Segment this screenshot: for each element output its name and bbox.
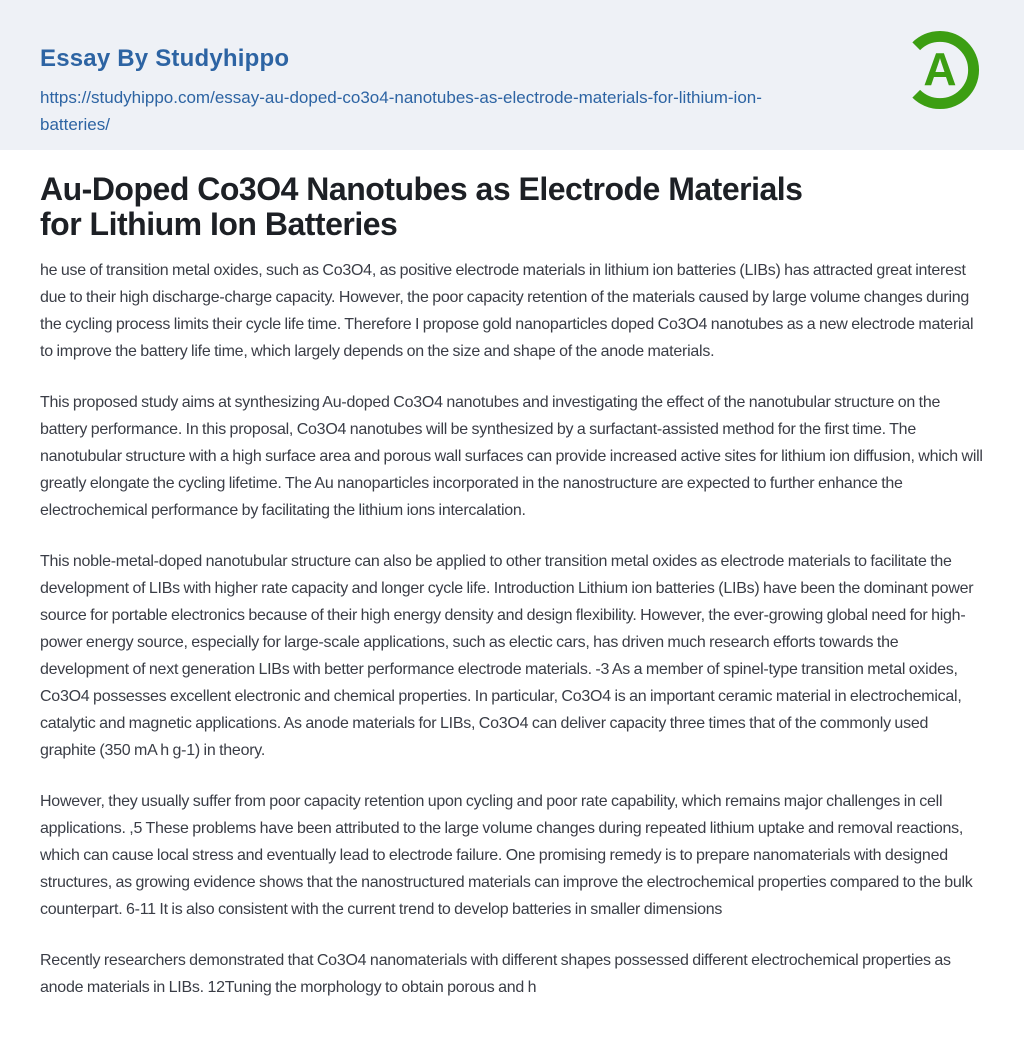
essay-paragraph: However, they usually suffer from poor capacity retention upon cycling and poor rate capability, which remains major challenges in cell applications. ,5 These problems have been attributed to the large volume changes during repeated lithium uptake and removal reactions, which can cause local stress and eventually lead to electrode failure. One promising remedy is to prepare nanomaterials with designed structures, as growing evidence shows that the nanostructured materials can improve the electrochemical properties compared to the bulk counterpart. 6-11 It is also consistent with the current trend to develop batteries in smaller dimensions	[40, 793, 973, 918]
essay-paragraph: he use of transition metal oxides, such as Co3O4, as positive electrode materials in lithium ion batteries (LIBs) has attracted great interest due to their high discharge-charge capacity. However, the poor capacity retention of the materials caused by large volume changes during the cycling process limits their cycle life time. Therefore I propose gold nanoparticles doped Co3O4 nanotubes as a new electrode material to improve the battery life time, which largely depends on the size and shape of the anode materials.	[40, 262, 974, 360]
logo-letter: A	[923, 43, 957, 95]
essay-paragraph: Recently researchers demonstrated that Co3O4 nanomaterials with different shapes possessed different electrochemical properties as anode materials in LIBs. 12Tuning the morphology to obtain porous and h	[40, 952, 951, 996]
essay-paragraph: This proposed study aims at synthesizing Au-doped Co3O4 nanotubes and investigating the effect of the nanotubular structure on the battery performance. In this proposal, Co3O4 nanotubes will be synthesized by a surfactant-assisted method for the first time. The nanotubular structure with a high surface area and porous wall surfaces can provide increased active sites for lithium ion diffusion, which will greatly elongate the cycling lifetime. The Au nanoparticles incorporated in the nanostructure are expected to further enhance the electrochemical performance by facilitating the lithium ions intercalation.	[40, 394, 983, 519]
site-title: Essay By Studyhippo	[40, 45, 290, 72]
essay-title: Au-Doped Co3O4 Nanotubes as Electrode Materials for Lithium Ion Batteries	[40, 171, 803, 242]
studyhippo-logo[interactable]	[898, 28, 982, 112]
header-content	[0, 0, 1024, 138]
essay-body	[40, 257, 984, 1001]
page-header	[0, 0, 1024, 150]
essay-article	[0, 150, 1024, 1001]
essay-url-link[interactable]: https://studyhippo.com/essay-au-doped-co3o4-nanotubes-as-electrode-materials-for-lithium-ion-batteries/	[40, 88, 762, 134]
essay-paragraph: This noble-metal-doped nanotubular structure can also be applied to other transition metal oxides as electrode materials to facilitate the development of LIBs with higher rate capacity and longer cycle life. Introduction Lithium ion batteries (LIBs) have been the dominant power source for portable electronics because of their high energy density and design flexibility. However, the ever-growing global need for high-power energy source, especially for large-scale applications, such as electic cars, has driven much research efforts towards the development of next generation LIBs with better performance electrode materials. -3 As a member of spinel-type transition metal oxides, Co3O4 possesses excellent electronic and chemical properties. In particular, Co3O4 is an important ceramic material in electrochemical, catalytic and magnetic applications. As anode materials for LIBs, Co3O4 can deliver capacity three times that of the commonly used graphite (350 mA h g-1) in theory.	[40, 553, 974, 759]
